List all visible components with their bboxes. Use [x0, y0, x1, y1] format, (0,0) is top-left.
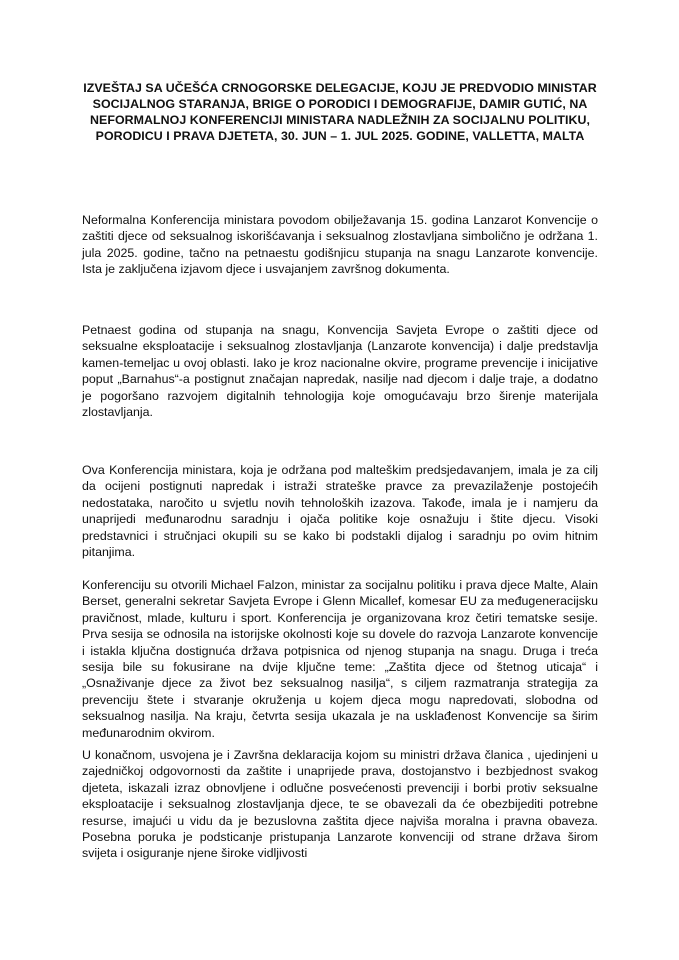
paragraph-convention-background: Petnaest godina od stupanja na snagu, Konvencija Savjeta Evrope o zaštiti djece od seksualne eksploatacije i seksualnog zlostavljanja (Lanzarote konvencija) i dalje predstavlja kamen-temeljac u ovoj oblasti. Iako je kroz nacionalne okvire, programe prevencije i inicijative poput „Barnahus“-a postignut značajan napredak, nasilje nad djecom i dalje traje, a dodatno je pogoršano razvojem digitalnih tehnologija koje omogućavaju brzo širenje materijala zlostavljanja. [82, 323, 598, 420]
paragraph-conference-intro: Neformalna Konferencija ministara povodom obilježavanja 15. godina Lanzarot Konvencije o zaštiti djece od seksualnog iskorišćavanja i seksualnog zlostavljana simbolično je održana 1. jula 2025. godine, tačno na petnaestu godišnjicu stupanja na snagu Lanzarote konvencije. Ista je zaključena izjavom djece i usvajanjem završnog dokumenta. [82, 213, 598, 277]
paragraph-sessions: Konferenciju su otvorili Michael Falzon, ministar za socijalnu politiku i prava djece Malte, Alain Berset, generalni sekretar Savjeta Evrope i Glenn Micallef, komesar EU za međugeneracijsku pravičnost, mlade, kulturu i sport. Konferencija je organizovana kroz četiri tematske sesije. Prva sesija se odnosila na istorijske okolnosti koje su dovele do razvoja Lanzarote konvencije i istakla ključna dostignuća država potpisnica od njenog stupanja na snagu. Druga i treća sesija bile su fokusirane na dvije ključne teme: „Zaštita djece od štetnog uticaja“ i „Osnaživanje djece za život bez seksualnog nasilja“, s ciljem razmatranja strategija za prevenciju štete i stvaranje okruženja u kojem djeca mogu napredovati, slobodna od seksualnog nasilja. Na kraju, četvrta sesija ukazala je na usklađenost Konvencije sa širim međunarodnim okvirom. [82, 578, 598, 740]
paragraph-conference-goals: Ova Konferencija ministara, koja je održana pod malteškim predsjedavanjem, imala je za cilj da ocijeni postignuti napredak i istraži strateške pravce za prevazilaženje postojećih nedostataka, naročito u svjetlu novih tehnoloških izazova. Takođe, imala je i namjeru da unaprijedi međunarodnu saradnju i ojača politike koje osnažuju i štite djecu. Visoki predstavnici i stručnjaci okupili su se kako bi podstakli dijalog i saradnju po ovim hitnim pitanjima. [82, 463, 598, 560]
document-title: IZVEŠTAJ SA UČEŠĆA CRNOGORSKE DELEGACIJE, KOJU JE PREDVODIO MINISTAR SOCIJALNOG STARANJA, BRIGE O PORODICI I DEMOGRAFIJE, DAMIR GUTIĆ, NA NEFORMALNOJ KONFERENCIJI MINISTARA NADLEŽNIH ZA SOCIJALNU POLITIKU, PORODICU I PRAVA DJETETA, 30. JUN – 1. JUL 2025. GODINE, VALLETTA, MALTA [83, 81, 597, 143]
paragraph-final-declaration: U konačnom, usvojena je i Završna deklaracija kojom su ministri država članica , ujedinjeni u zajedničkoj odgovornosti da zaštite i unaprijede prava, dostojanstvo i bezbjednost svakog djeteta, iskazali izraz obnovljene i odlučne posvećenosti prevenciji i borbi protiv seksualne eksploatacije i seksualnog zlostavljanja djece, te se obavezali da će obezbijediti potrebne resurse, imajući u vidu da je bezuslovna zaštita djece najviša moralna i pravna obaveza. Posebna poruka je podsticanje pristupanja Lanzarote konvenciji od strane država širom svijeta i osiguranje njene široke vidljivosti [82, 748, 598, 861]
